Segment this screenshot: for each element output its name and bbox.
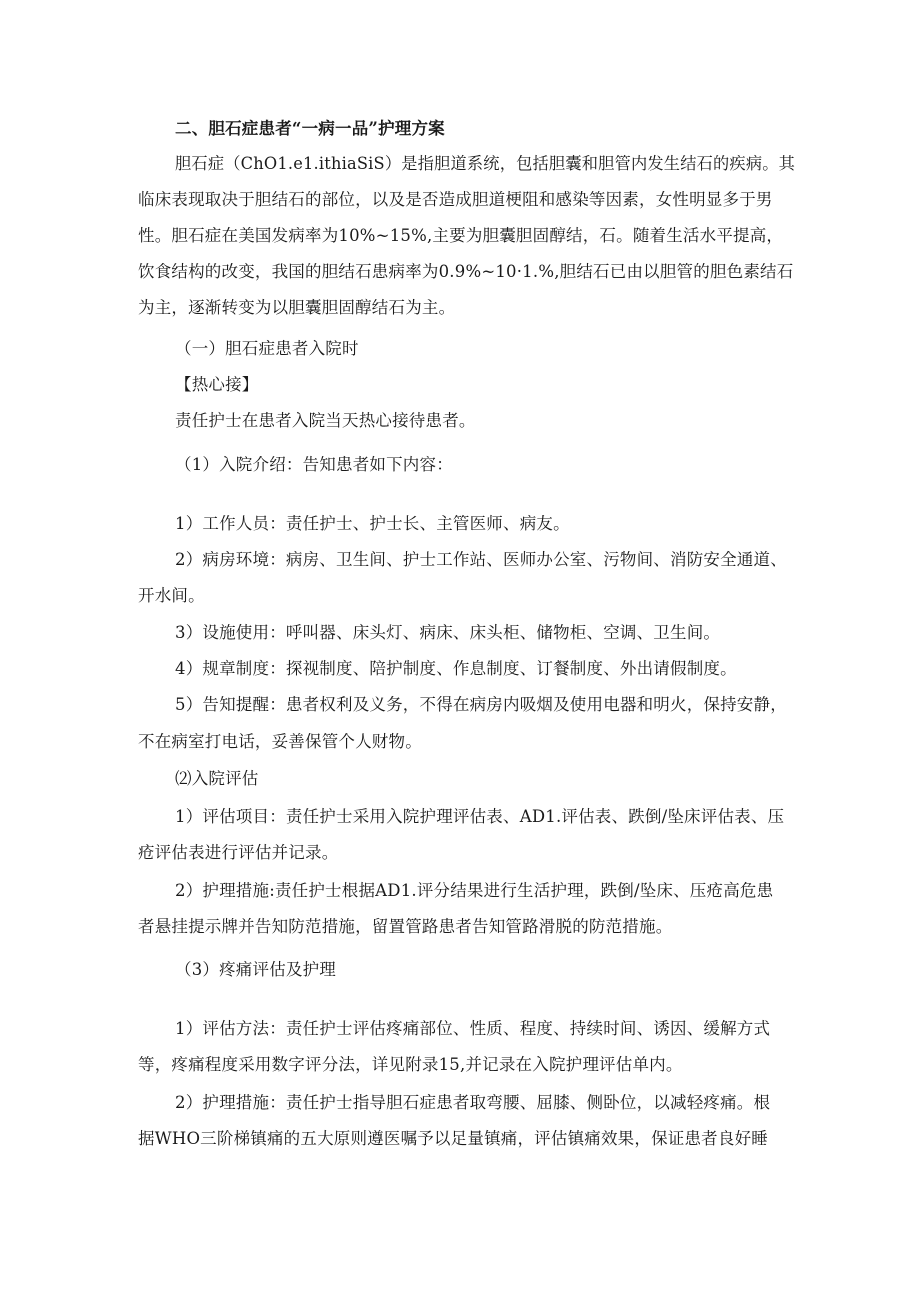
list-item-continuation: 等，疼痛程度采用数字评分法，详见附录15,并记录在入院护理评估单内。 xyxy=(138,1055,683,1074)
list-item: 3）设施使用：呼叫器、床头灯、病床、床头柜、储物柜、空调、卫生间。 xyxy=(175,623,721,642)
list-item-continuation: 者悬挂提示牌并告知防范措施，留置管路患者告知管路滑脱的防范措施。 xyxy=(138,917,673,936)
list-item: 5）告知提醒：患者权利及义务，不得在病房内吸烟及使用电器和明火，保持安静， xyxy=(175,695,787,714)
list-item: 1）评估项目：责任护士采用入院护理评估表、AD1.评估表、跌倒/坠床评估表、压 xyxy=(175,807,785,826)
paragraph-line: 临床表现取决于胆结石的部位，以及是否造成胆道梗阻和感染等因素，女性明显多于男 xyxy=(138,190,773,209)
list-item: 4）规章制度：探视制度、陪护制度、作息制度、订餐制度、外出请假制度。 xyxy=(175,659,737,678)
list-item: 1）工作人员：责任护士、护士长、主管医师、病友。 xyxy=(175,514,570,533)
list-item: 2）护理措施:责任护士根据AD1.评分结果进行生活护理，跌倒/坠床、压疮高危患 xyxy=(175,881,774,900)
list-item-continuation: 疮评估表进行评估并记录。 xyxy=(138,843,339,862)
section-heading: 二、胆石症患者“一病一品”护理方案 xyxy=(175,119,445,138)
list-item-continuation: 不在病室打电话，妥善保管个人财物。 xyxy=(138,732,422,751)
item-heading: （3）疼痛评估及护理 xyxy=(175,960,336,979)
bracket-heading: 【热心接】 xyxy=(175,375,259,394)
paragraph-line: 饮食结构的改变，我国的胆结石患病率为0.9%~10·1.%,胆结石已由以胆管的胆色素结石 xyxy=(138,262,794,281)
item-heading: ⑵入院评估 xyxy=(175,769,259,788)
paragraph-line: 责任护士在患者入院当天热心接待患者。 xyxy=(175,411,476,430)
paragraph-line: 性。胆石症在美国发病率为10%~15%,主要为胆囊胆固醇结，石。随着生活水平提高， xyxy=(138,226,784,245)
paragraph-line: 胆石症（ChO1.e1.ithiaSiS）是指胆道系统，包括胆囊和胆管内发生结石的疾病。其 xyxy=(175,154,796,173)
list-item-continuation: 开水间。 xyxy=(138,586,205,605)
list-item: 1）评估方法：责任护士评估疼痛部位、性质、程度、持续时间、诱因、缓解方式 xyxy=(175,1019,771,1038)
list-item: 2）护理措施：责任护士指导胆石症患者取弯腰、屈膝、侧卧位，以减轻疼痛。根 xyxy=(175,1093,771,1112)
list-item-continuation: 据WHO三阶梯镇痛的五大原则遵医嘱予以足量镇痛，评估镇痛效果，保证患者良好睡 xyxy=(138,1129,768,1148)
subsection-heading: （一）胆石症患者入院时 xyxy=(175,339,359,358)
paragraph-line: 为主，逐渐转变为以胆囊胆固醇结石为主。 xyxy=(138,298,456,317)
list-item: 2）病房环境：病房、卫生间、护士工作站、医师办公室、污物间、消防安全通道、 xyxy=(175,550,787,569)
item-heading: （1）入院介绍：告知患者如下内容： xyxy=(175,455,453,474)
